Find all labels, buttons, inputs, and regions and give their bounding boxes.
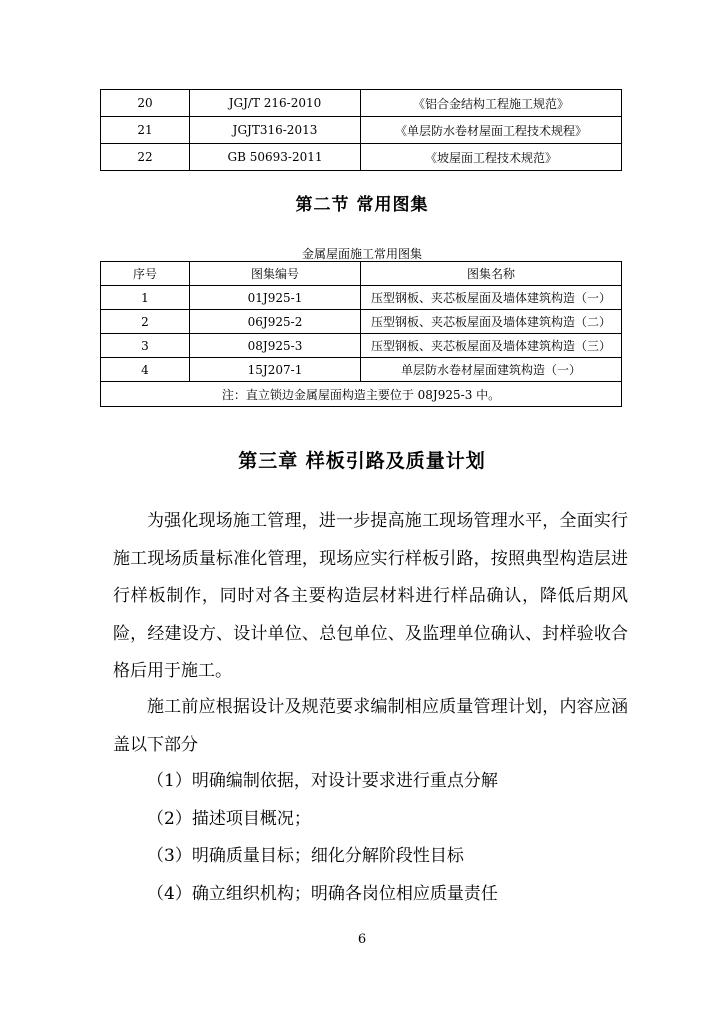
table-cell-number: 22 [101, 144, 190, 171]
numbered-list [147, 763, 498, 913]
table-cell-number: 4 [101, 358, 190, 382]
table-cell-name: 压型钢板、夹芯板屋面及墙体建筑构造（三） [361, 334, 622, 358]
table-note-row [101, 382, 622, 407]
table-cell-code: 06J925-2 [190, 310, 361, 334]
paragraph: 为强化现场施工管理，进一步提高施工现场管理水平，全面实行施工现场质量标准化管理，现场应实行样板引路，按照典型构造层进行样板制作，同时对各主要构造层材料进行样品确认，降低后期风险，经建设方、设计单位、总包单位、及监理单位确认、封样验收合格后用于施工。 [113, 511, 628, 681]
table-cell-number: 1 [101, 286, 190, 310]
list-item: （2）描述项目概况； [147, 808, 311, 829]
column-header-number: 序号 [101, 262, 190, 286]
table-cell-title: 《铝合金结构工程施工规范》 [361, 90, 622, 117]
table-cell-code: GB 50693-2011 [190, 144, 361, 171]
table-cell-code: 08J925-3 [190, 334, 361, 358]
table-cell-code: 01J925-1 [190, 286, 361, 310]
table-cell-name: 压型钢板、夹芯板屋面及墙体建筑构造（二） [361, 310, 622, 334]
table-row [101, 144, 622, 171]
table-cell-code: 15J207-1 [190, 358, 361, 382]
table-cell-code: JGJT316-2013 [190, 117, 361, 144]
list-item: （3）明确质量目标；细化分解阶段性目标 [147, 846, 464, 866]
standards-table [100, 89, 622, 171]
table-header-row [101, 262, 622, 286]
table-cell-number: 21 [101, 117, 190, 144]
table-cell-number: 2 [101, 310, 190, 334]
table-row [101, 117, 622, 144]
section-heading: 第二节 常用图集 [295, 195, 429, 215]
page-number: 6 [357, 932, 367, 947]
table-note: 注：直立锁边金属屋面构造主要位于 08J925-3 中。 [101, 382, 622, 407]
table-row [101, 310, 622, 334]
table-row [101, 90, 622, 117]
table-cell-number: 3 [101, 334, 190, 358]
list-item: （1）明确编制依据，对设计要求进行重点分解 [147, 771, 498, 791]
list-item: （4）确立组织机构；明确各岗位相应质量责任 [147, 883, 498, 904]
table-row [101, 334, 622, 358]
chapter-heading: 第三章 样板引路及质量计划 [238, 450, 486, 472]
table-cell-title: 《坡屋面工程技术规范》 [361, 144, 622, 171]
table-cell-title: 《单层防水卷材屋面工程技术规程》 [361, 117, 622, 144]
table-cell-name: 压型钢板、夹芯板屋面及墙体建筑构造（一） [361, 286, 622, 310]
column-header-name: 图集名称 [361, 262, 622, 286]
table-row [101, 358, 622, 382]
table-cell-number: 20 [101, 90, 190, 117]
table-cell-name: 单层防水卷材屋面建筑构造（一） [361, 358, 622, 382]
paragraph-block-1 [113, 503, 628, 691]
table-caption: 金属屋面施工常用图集 [301, 247, 422, 261]
atlas-table [100, 261, 622, 407]
table-cell-code: JGJ/T 216-2010 [190, 90, 361, 117]
column-header-code: 图集编号 [190, 262, 361, 286]
paragraph: 施工前应根据设计及规范要求编制相应质量管理计划，内容应涵盖以下部分 [113, 697, 628, 755]
paragraph-block-2 [113, 689, 628, 764]
table-row [101, 286, 622, 310]
